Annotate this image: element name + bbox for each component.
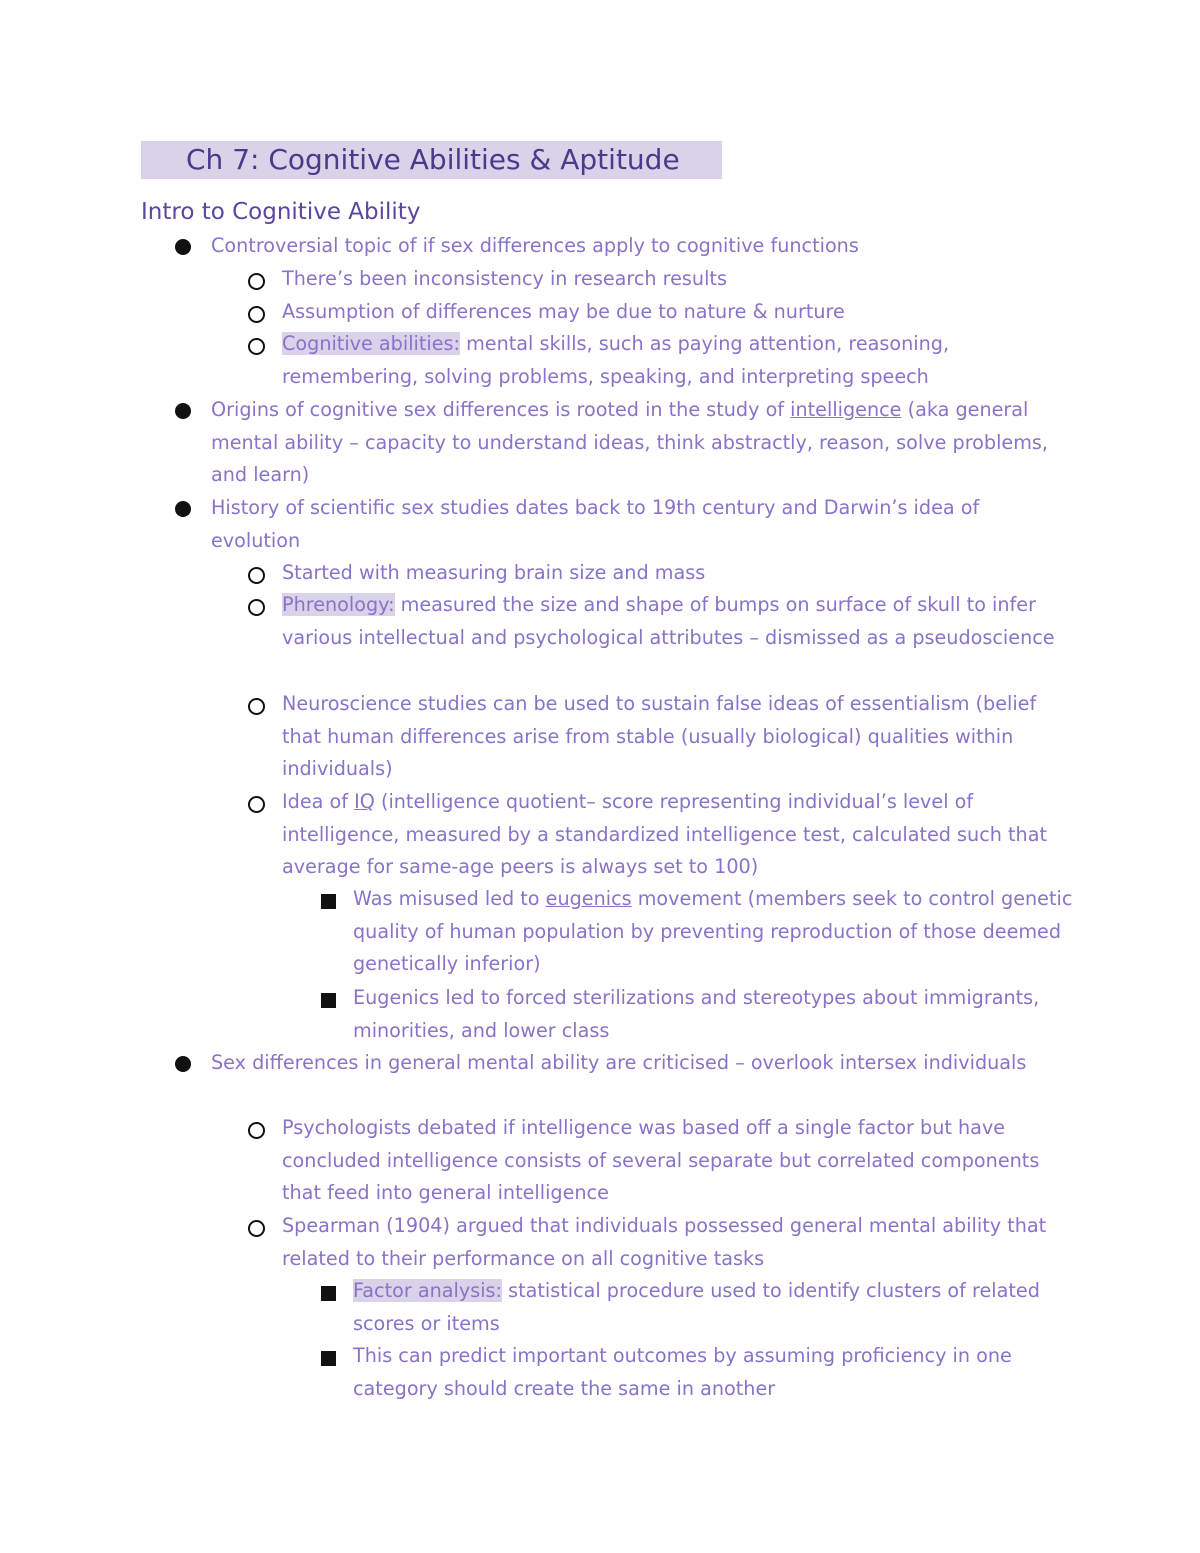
bullet-hollow-circle-icon <box>248 1220 265 1237</box>
list-item: Eugenics led to forced sterilizations and stereotypes about immigrants, minorities, and lower class <box>353 982 1073 1047</box>
list-item: Phrenology: measured the size and shape of bumps on surface of skull to infer various intellectual and psychological attributes – dismissed as a pseudoscience <box>282 589 1072 654</box>
list-item: Started with measuring brain size and mass <box>282 557 1072 590</box>
bullet-hollow-circle-icon <box>248 338 265 355</box>
list-item: Assumption of differences may be due to nature & nurture <box>282 296 1072 329</box>
section-heading: Intro to Cognitive Ability <box>141 199 421 225</box>
page-title: Ch 7: Cognitive Abilities & Aptitude <box>186 143 680 176</box>
underlined-term: eugenics <box>545 887 632 910</box>
bullet-hollow-circle-icon <box>248 796 265 813</box>
bullet-filled-square-icon <box>321 993 336 1008</box>
highlighted-term: Cognitive abilities: <box>282 332 460 355</box>
underlined-term: IQ <box>354 790 375 813</box>
bullet-filled-circle-icon <box>175 501 191 517</box>
bullet-hollow-circle-icon <box>248 306 265 323</box>
highlighted-term: Phrenology: <box>282 593 395 616</box>
list-item: Neuroscience studies can be used to sustain false ideas of essentialism (belief that human differences arise from stable (usually biological) qualities within individuals) <box>282 688 1072 786</box>
bullet-filled-circle-icon <box>175 403 191 419</box>
list-item: History of scientific sex studies dates back to 19th century and Darwin’s idea of evolution <box>211 492 1071 557</box>
list-item: Factor analysis: statistical procedure used to identify clusters of related scores or items <box>353 1275 1073 1340</box>
list-item: Origins of cognitive sex differences is rooted in the study of intelligence (aka general mental ability – capacity to understand ideas, think abstractly, reason, solve problems, and learn) <box>211 394 1071 492</box>
list-item: Cognitive abilities: mental skills, such as paying attention, reasoning, remembering, solving problems, speaking, and interpreting speech <box>282 328 1072 393</box>
bullet-hollow-circle-icon <box>248 698 265 715</box>
list-item: This can predict important outcomes by assuming proficiency in one category should create the same in another <box>353 1340 1073 1405</box>
bullet-filled-circle-icon <box>175 239 191 255</box>
bullet-hollow-circle-icon <box>248 273 265 290</box>
bullet-filled-square-icon <box>321 1286 336 1301</box>
bullet-filled-square-icon <box>321 1351 336 1366</box>
list-item: Idea of IQ (intelligence quotient– score representing individual’s level of intelligence, measured by a standardized intelligence test, calculated such that average for same-age peers is always set to 100) <box>282 786 1072 884</box>
underlined-term: intelligence <box>790 398 902 421</box>
list-item: Sex differences in general mental ability are criticised – overlook intersex individuals <box>211 1047 1071 1080</box>
list-item: There’s been inconsistency in research results <box>282 263 1072 296</box>
bullet-filled-circle-icon <box>175 1056 191 1072</box>
list-item: Spearman (1904) argued that individuals possessed general mental ability that related to their performance on all cognitive tasks <box>282 1210 1072 1275</box>
bullet-hollow-circle-icon <box>248 567 265 584</box>
highlighted-term: Factor analysis: <box>353 1279 502 1302</box>
list-item: Controversial topic of if sex differences apply to cognitive functions <box>211 230 1071 263</box>
list-item: Was misused led to eugenics movement (members seek to control genetic quality of human population by preventing reproduction of those deemed genetically inferior) <box>353 883 1073 981</box>
bullet-hollow-circle-icon <box>248 599 265 616</box>
bullet-hollow-circle-icon <box>248 1122 265 1139</box>
list-item: Psychologists debated if intelligence was based off a single factor but have concluded intelligence consists of several separate but correlated components that feed into general intelligence <box>282 1112 1072 1210</box>
bullet-filled-square-icon <box>321 894 336 909</box>
